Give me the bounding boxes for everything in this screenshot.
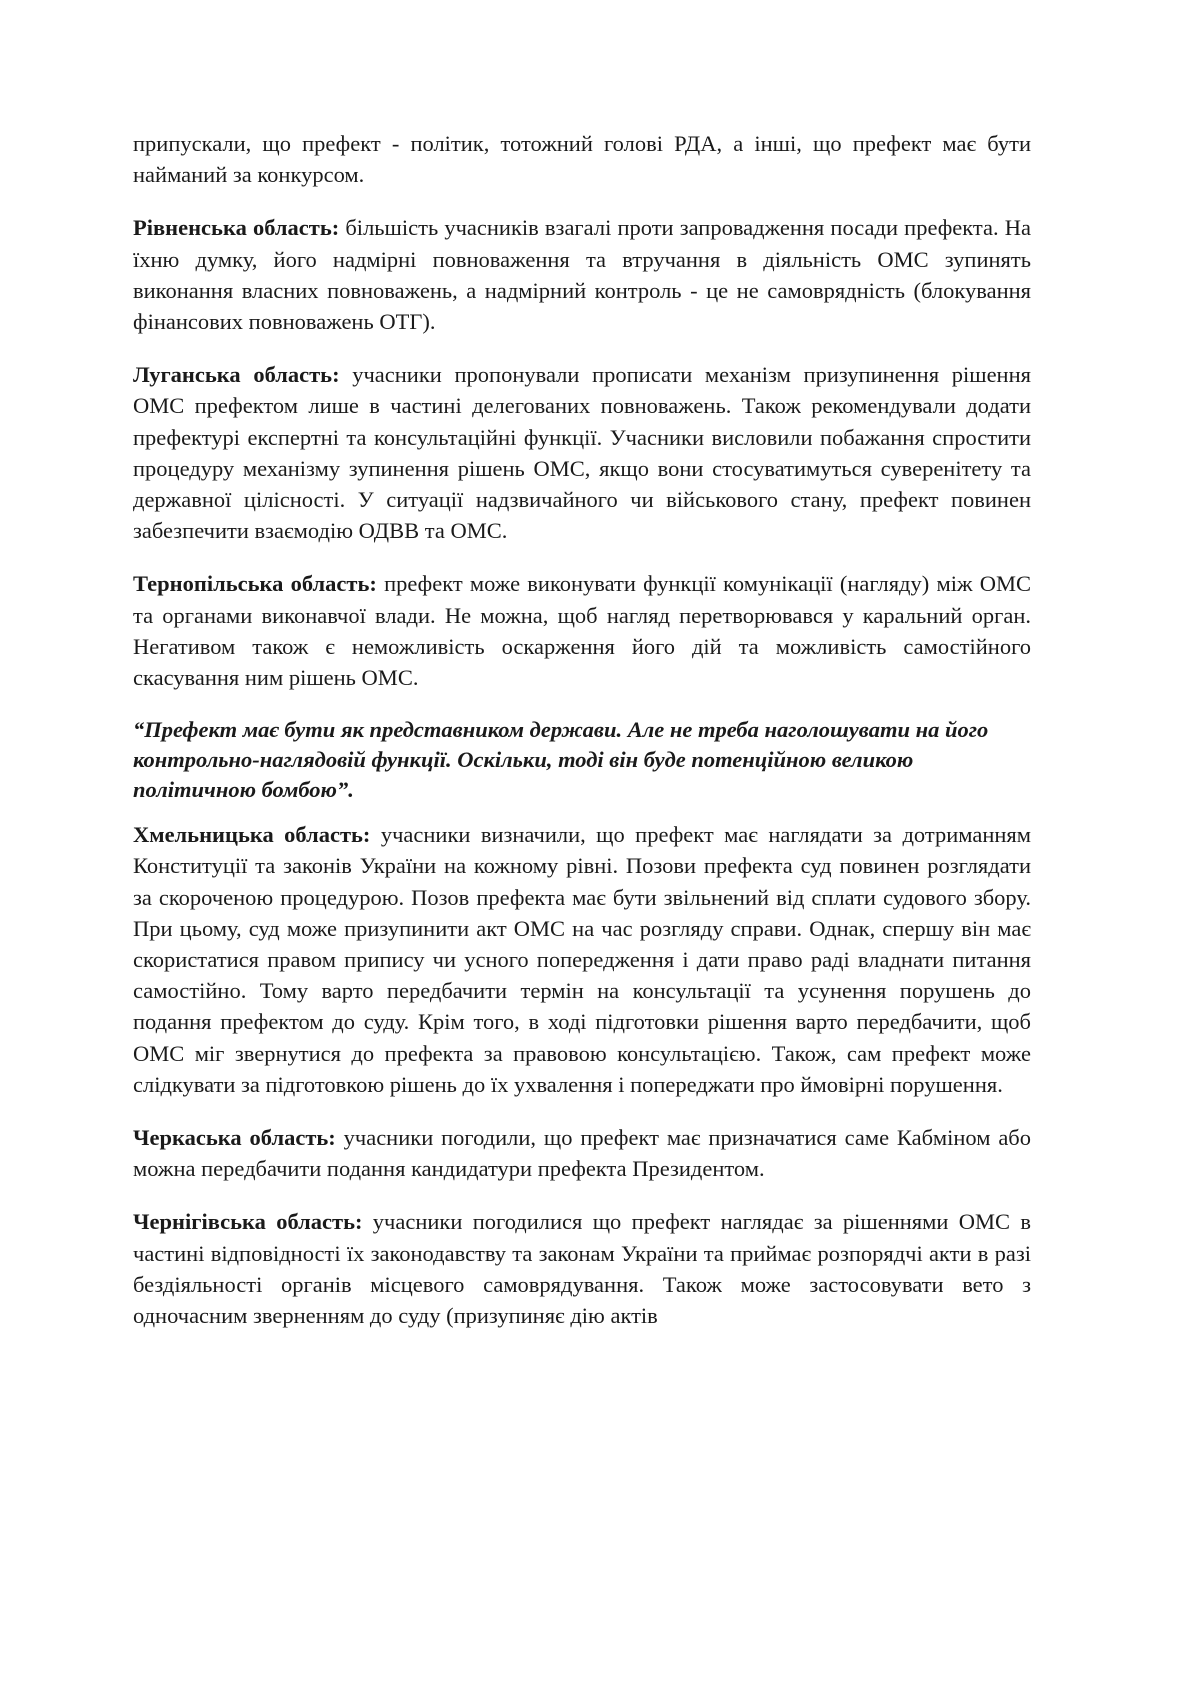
paragraph-rivne	[133, 212, 1031, 337]
paragraph-body: більшість учасників взагалі проти запровадження посади префекта. На їхню думку, його надмірні повноваження та втручання в діяльність ОМС зупинять виконання власних повноважень, а надмірний контроль - це не самоврядність (блокування фінансових повноважень ОТГ).	[133, 215, 1032, 335]
region-heading: Тернопільська область:	[133, 571, 377, 597]
paragraph-body: учасники визначили, що префект має наглядати за дотриманням Конституції та законів України на кожному рівні. Позови префекта суд повинен розглядати за скороченою процедурою. Позов префекта має бути звільнений від сплати судового збору. При цьому, суд може призупинити акт ОМС на час розгляду справи. Однак, спершу він має скористатися правом припису чи усного попередження і дати право раді владнати питання самостійно. Тому варто передбачити термін на консультації та усунення порушень до подання префектом до суду. Крім того, в ході підготовки рішення варто передбачити, щоб ОМС міг звернутися до префекта за правовою консультацією. Також, сам префект може слідкувати за підготовкою рішень до їх ухвалення і попереджати про ймовірні порушення.	[133, 822, 1031, 1097]
paragraph-body: префект може виконувати функції комунікації (нагляду) між ОМС та органами виконавчої влади. Не можна, щоб нагляд перетворювався у каральний орган. Негативом також є неможливість оскарження його дій та можливість самостійного скасування ним рішень ОМС.	[133, 571, 1031, 691]
document-page	[133, 128, 1031, 1353]
paragraph-body: учасники погодилися що префект наглядає за рішеннями ОМС в частині відповідності їх законодавству та законам України та приймає розпорядчі акти в разі бездіяльності органів місцевого самоврядування. Також може застосовувати вето з одночасним зверненням до суду (призупиняє дію актів	[133, 1209, 1031, 1329]
paragraph-khmelnytskyi	[133, 819, 1031, 1100]
block-quote: “Префект має бути як представником держави. Але не треба наголошувати на його контрольно-наглядовій функції. Оскільки, тоді він буде потенційною великою політичною бомбою”.	[133, 717, 989, 803]
region-heading: Чернігівська область:	[133, 1209, 363, 1235]
paragraph-continuation	[133, 128, 1031, 190]
paragraph-body: учасники погодили, що префект має призначатися саме Кабміном або можна передбачити подання кандидатури префекта Президентом.	[133, 1125, 1032, 1182]
paragraph-luhansk	[133, 359, 1031, 546]
paragraph-cherkasy	[133, 1122, 1031, 1184]
paragraph-chernihiv	[133, 1206, 1031, 1331]
paragraph-body: припускали, що префект - політик, тотожний голові РДА, а інші, що префект має бути найманий за конкурсом.	[133, 131, 1031, 188]
paragraph-body: учасники пропонували прописати механізм призупинення рішення ОМС префектом лише в частині делегованих повноважень. Також рекомендували додати префектурі експертні та консультаційні функції. Учасники висловили побажання спростити процедуру механізму зупинення рішень ОМС, якщо вони стосуватимуться суверенітету та державної цілісності. У ситуації надзвичайного чи військового стану, префект повинен забезпечити взаємодію ОДВВ та ОМС.	[133, 362, 1031, 544]
region-heading: Черкаська область:	[133, 1125, 336, 1151]
region-heading: Луганська область:	[133, 362, 340, 388]
region-heading: Хмельницька область:	[133, 822, 371, 848]
paragraph-ternopil	[133, 568, 1031, 693]
region-heading: Рівненська область:	[133, 215, 340, 241]
